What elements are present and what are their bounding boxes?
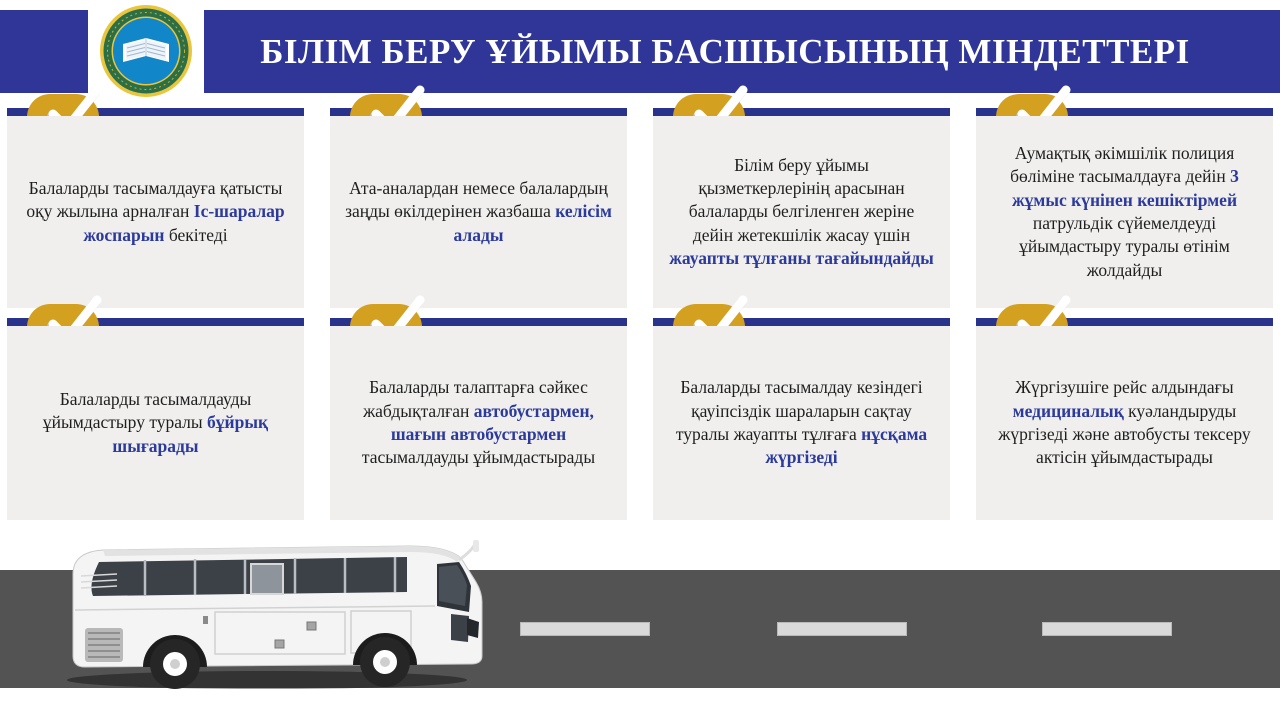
card-text [667, 376, 936, 469]
duty-card-7 [653, 318, 950, 520]
card-text-segment: куәландыруды жүргізеді және автобусты тексеру актісін ұйымдастырады [998, 400, 1251, 468]
card-text [21, 177, 290, 247]
card-text [344, 376, 613, 469]
card-text-highlight: 3 жұмыс күнінен кешіктірмей [1011, 166, 1239, 210]
card-text-highlight: медициналық [1012, 400, 1124, 421]
duty-card-2 [330, 108, 627, 308]
card-text-segment: бекітеді [164, 224, 228, 245]
card-text-segment: Балаларды тасымалдауға қатысты оқу жылына арналған [26, 178, 283, 222]
bus-icon [55, 540, 485, 692]
card-text-segment: Аумақтық әкімшілік полиция бөліміне тасымалдауға дейін [1010, 143, 1235, 187]
card-text-highlight: нұсқама жүргізеді [765, 424, 928, 468]
card-text-highlight: бұйрық шығарады [112, 412, 269, 456]
slide-title: БІЛІМ БЕРУ ҰЙЫМЫ БАСШЫСЫНЫҢ МІНДЕТТЕРІ [260, 31, 1190, 71]
card-text-segment: Жүргізушіге рейс алдындағы [1015, 377, 1234, 398]
lane-marking-dash [1042, 622, 1172, 636]
card-text-segment: тасымалдауды ұйымдастырады [361, 447, 596, 468]
card-body [7, 326, 304, 520]
card-text-highlight: автобустармен, шағын автобустармен [390, 400, 594, 444]
card-body [653, 326, 950, 520]
card-body [330, 326, 627, 520]
ministry-emblem-icon [99, 4, 193, 98]
duty-card-5 [7, 318, 304, 520]
duty-card-4 [976, 108, 1273, 308]
logo-panel [88, 0, 204, 101]
card-body [653, 116, 950, 308]
card-text-segment: патрульдік сүйемелдеуді ұйымдастыру туралы өтінім жолдайды [1019, 213, 1230, 280]
card-body [330, 116, 627, 308]
card-text [344, 177, 613, 247]
card-body [7, 116, 304, 308]
card-body [976, 326, 1273, 520]
duty-card-6 [330, 318, 627, 520]
card-text-segment: Балаларды тасымалдау кезіндегі қауіпсіздік шараларын сақтау туралы жауапты тұлғаға [675, 377, 923, 444]
card-text-segment: Білім беру ұйымы қызметкерлерінің арасынан балаларды белгіленген жеріне дейін жетекшілік жасау үшін [688, 154, 915, 245]
duty-card-1 [7, 108, 304, 308]
card-text [990, 142, 1259, 282]
card-text-segment: Балаларды талаптарға сәйкес жабдықталған [363, 377, 588, 421]
card-text-segment: Ата-аналардан немесе балалардың заңды өкілдерінен жазбаша [345, 178, 608, 222]
duty-cards-grid [7, 108, 1273, 520]
card-body [976, 116, 1273, 308]
school-bus-illustration [55, 540, 485, 692]
card-text-highlight: келісім алады [453, 201, 612, 245]
card-text-highlight: Іс-шаралар жоспарын [83, 201, 285, 245]
lane-marking-dash [520, 622, 650, 636]
card-text [667, 154, 936, 270]
card-text-highlight: жауапты тұлғаны тағайындайды [669, 247, 934, 268]
card-text [990, 376, 1259, 469]
duty-card-3 [653, 108, 950, 308]
lane-marking-dash [777, 622, 907, 636]
card-text [21, 388, 290, 458]
duty-card-8 [976, 318, 1273, 520]
card-text-segment: Балаларды тасымалдауды ұйымдастыру туралы [42, 389, 252, 433]
